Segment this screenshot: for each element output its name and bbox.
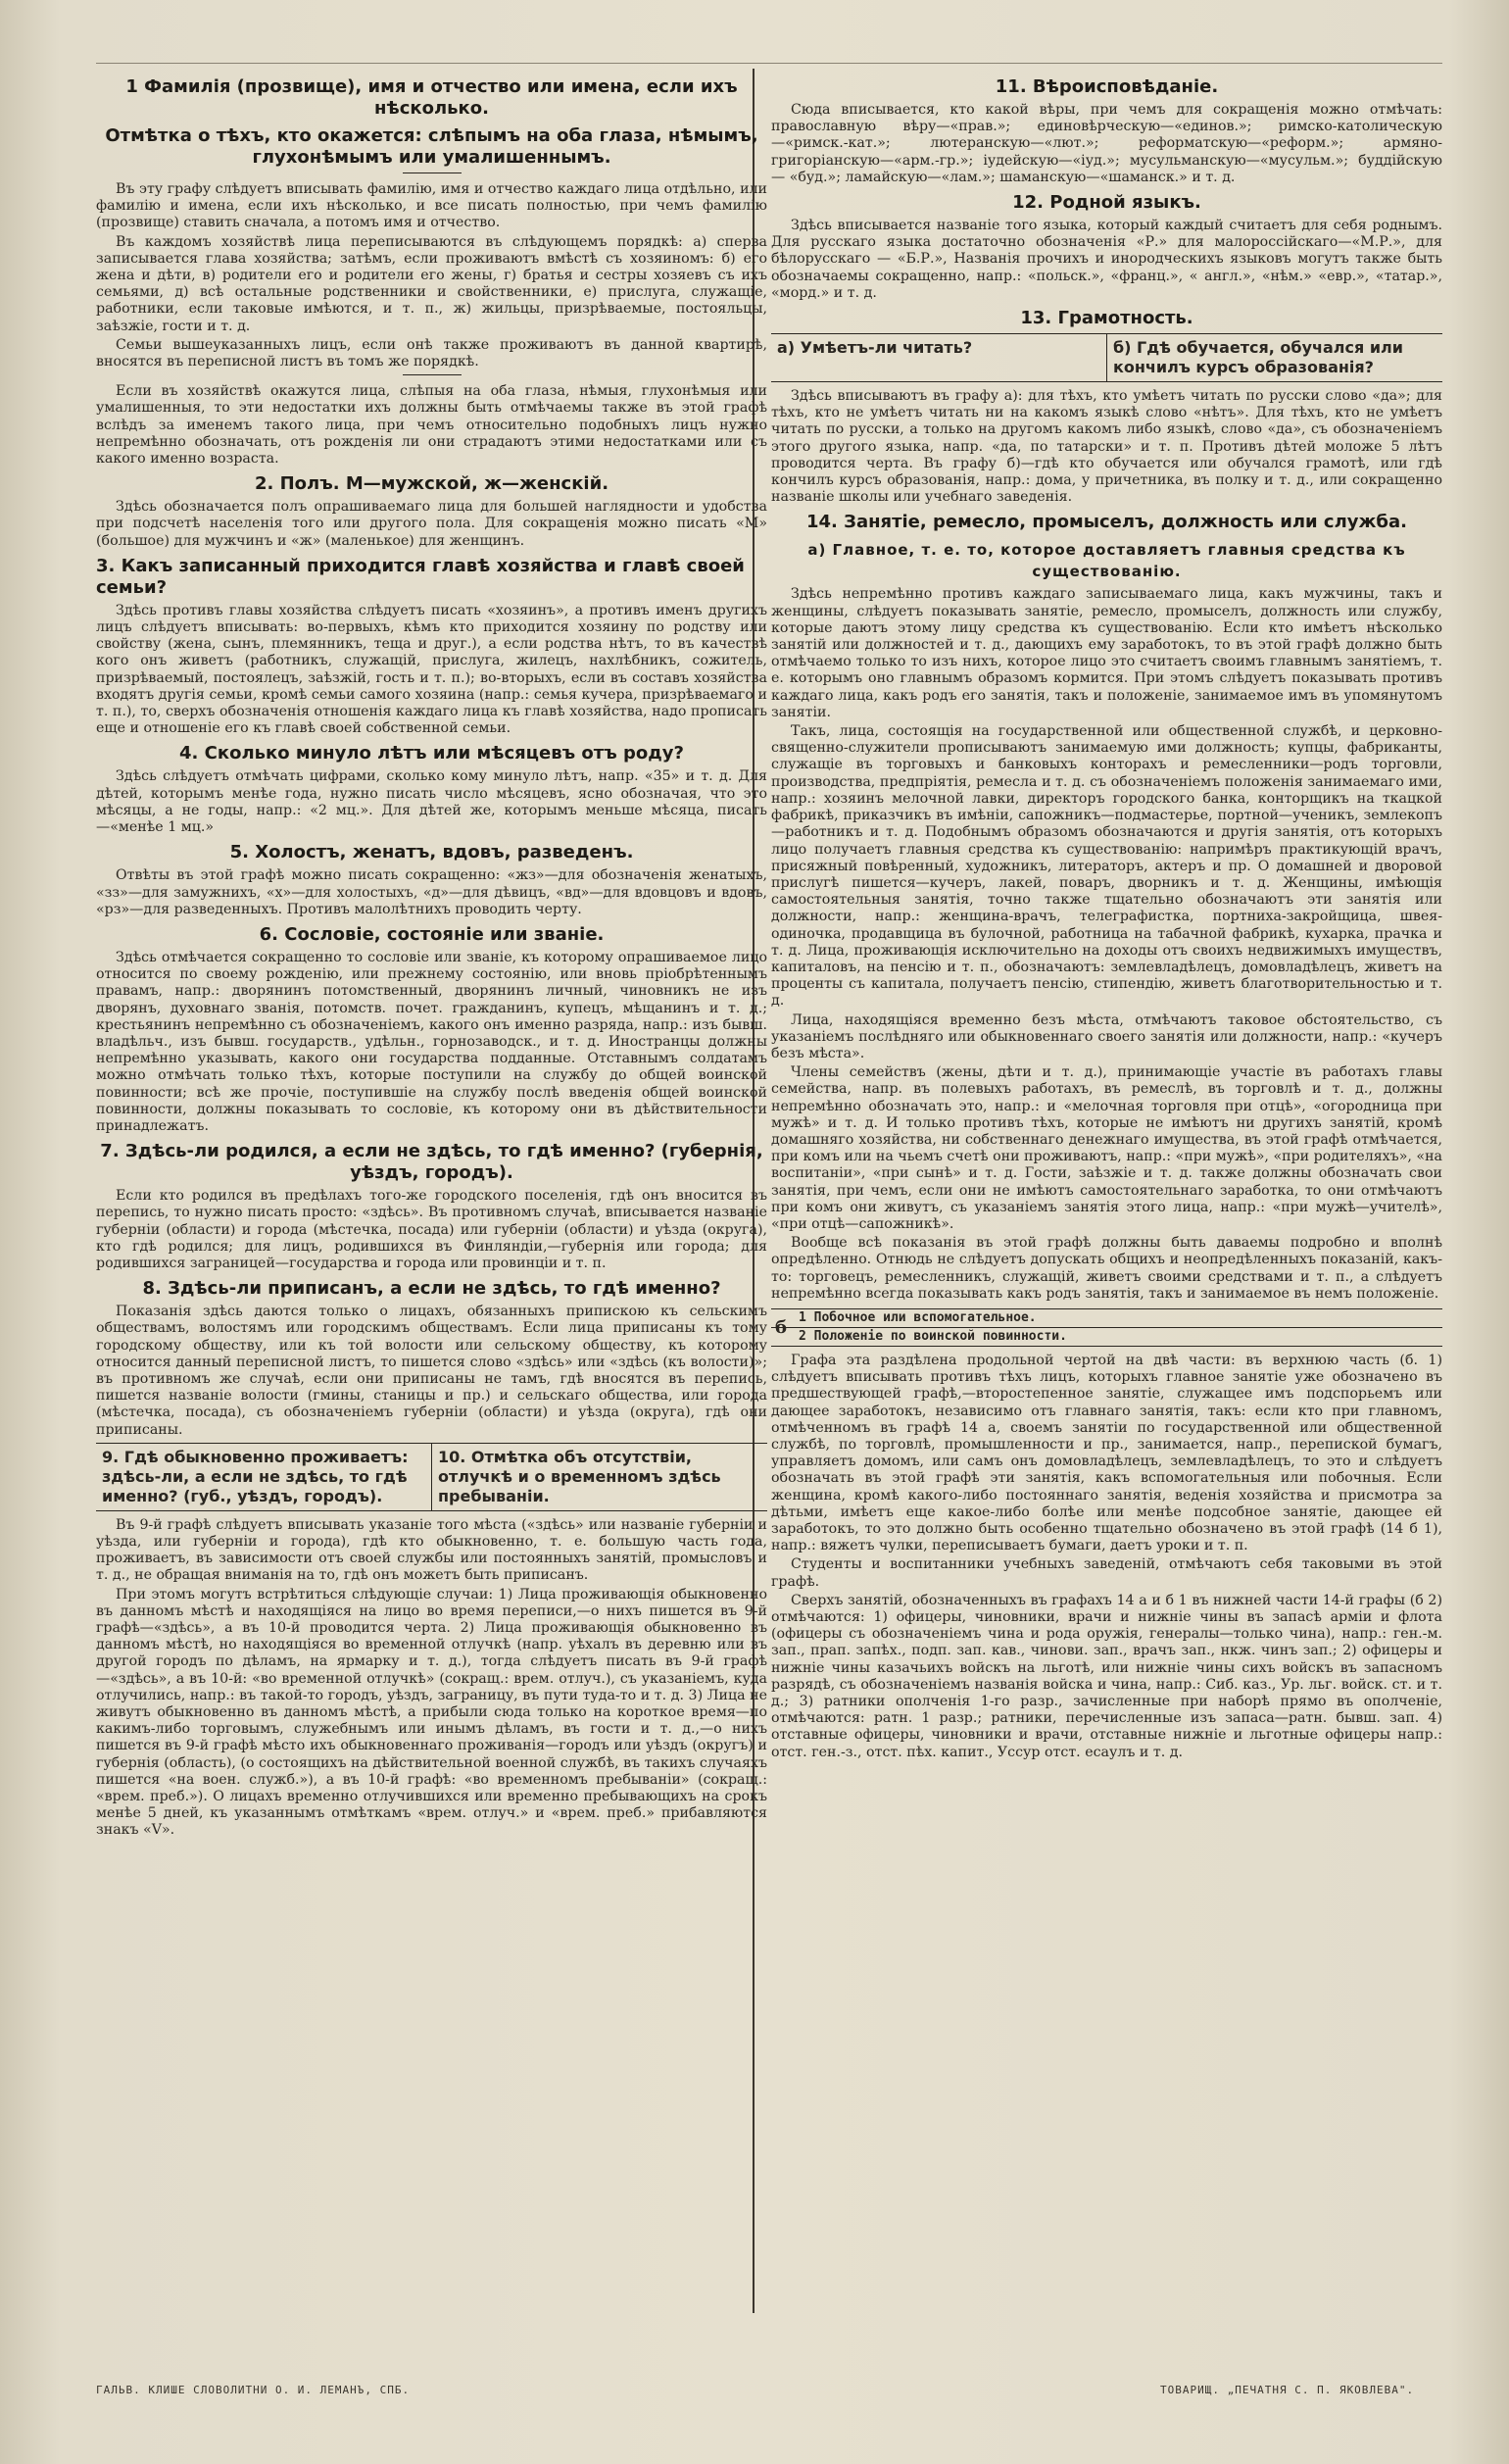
section-3-paragraph: Здѣсь противъ главы хозяйства слѣдуетъ писать «хозяинъ», а противъ именъ другихъ лицъ слѣдуетъ вписывать: во-первыхъ, кѣмъ кто приходится хозяину по родству или свойству (жена, сынъ, племянникъ, теща и друг.), а если родства нѣтъ, то въ качествѣ кого онъ живетъ (работникъ, служащій, прислуга, жилецъ, нахлѣбникъ, сожитель, призрѣваемый, постоялецъ, заѣзжій, гость и т. п.); во-вторыхъ, если въ составъ хозяйства входятъ другія семьи, кромѣ семьи самого хозяина (напр.: семья кучера, призрѣваемаго и т. п.), то, сверхъ обозначенія отношенія каждаго лица къ главѣ хозяйства, надо прописать еще и отношеніе его къ главѣ своей собственной семьи. xyxy=(96,602,767,737)
section-14-paragraph: Сверхъ занятій, обозначенныхъ въ графахъ 14 а и б 1 въ нижней части 14-й графы (б 2) отмѣчаются: 1) офицеры, чиновники, врачи и нижніе чины въ запасѣ арміи и флота (офицеры съ обозначеніемъ чина и рода оружія, генералы—только чина), напр.: ген.-м. зап., прап. запѣх., подп. зап. кав., чинови. зап., врачъ зап., нкж. чинъ зап.; 2) офицеры и нижніе чины казачьихъ войскъ на льготѣ, или нижніе чины сихъ войскъ въ запасномъ разрядѣ, съ обозначеніемъ названія войска и чина, напр.: Сиб. каз., Ур. льг. войск. ст. и т. д.; 3) ратники ополченія 1-го разр., зачисленные при наборѣ прямо въ ополченіе, отмѣчаются: ратн. 1 разр.; ратники, перечисленные изъ запаса—ратн. бывш. зап. 4) отставные офицеры, чиновники и врачи, отставные нижніе и льготные офицеры напр.: отст. ген.-з., отст. пѣх. капит., Уссур отст. есаулъ и т. д. xyxy=(771,1592,1442,1760)
section-8-paragraph: Показанія здѣсь даются только о лицахъ, обязанныхъ припискою къ сельскимъ обществамъ, волостямъ или городскимъ обществамъ. Если лица приписаны къ тому городскому обществу, или къ той волости или сельскому обществу, къ которому относится данный переписной листъ, то пишется слово «здѣсь» или «здѣсь (къ волости)»; въ противномъ же случаѣ, если они приписаны не тамъ, гдѣ вносятся въ перепись, пишется названіе волости (гмины, станицы и пр.) и сельскаго общества, или города (мѣстечка, посада), съ обозначеніемъ губерніи (области) и уѣзда (округа), гдѣ они приписаны. xyxy=(96,1304,767,1438)
section-13a-label: а) Умѣетъ-ли читать? xyxy=(777,338,973,358)
top-rule xyxy=(96,63,1442,64)
right-column xyxy=(771,71,1442,1763)
sections-9-10-header xyxy=(96,1443,767,1511)
section-14-paragraph: Лица, находящіяся временно безъ мѣста, отмѣчаютъ таковое обстоятельство, съ указаніемъ послѣдняго или обыкновеннаго своего занятія или должности, напр.: «кучеръ безъ мѣста». xyxy=(771,1011,1442,1061)
section-14b-letter: б xyxy=(775,1316,788,1338)
section-10-title: 10. Отмѣтка объ отсутствіи, отлучкѣ и о временномъ здѣсь пребываніи. xyxy=(431,1444,767,1510)
section-14-paragraph: Здѣсь непремѣнно противъ каждаго записываемаго лица, какъ мужчины, такъ и женщины, слѣдуетъ показывать занятіе, ремесло, промыселъ, должность или службу, которые даютъ этому лицу средства къ существованію. Если кто имѣетъ нѣсколько занятій или должностей и т. д., дающихъ ему заработокъ, то въ этой графѣ должно быть отмѣчаемо только то изъ нихъ, которое лицо это считаетъ своимъ главнымъ занятіемъ, т. е. которымъ оно главнымъ образомъ кормится. При этомъ слѣдуетъ показывать противъ каждаго лица, какъ родъ его занятія, такъ и положеніе, занимаемое имъ въ упомянутомъ занятіи. xyxy=(771,586,1442,720)
section-13b-label: б) Гдѣ обучается, обучался или кончилъ курсъ образованія? xyxy=(1106,334,1442,381)
section-5-title: 5. Холостъ, женатъ, вдовъ, разведенъ. xyxy=(229,842,634,863)
section-3-title: 3. Какъ записанный приходится главѣ хозяйства и главѣ своей семьи? xyxy=(96,555,745,598)
section-9-paragraph: При этомъ могутъ встрѣтиться слѣдующіе случаи: 1) Лица проживающія обыкновенно въ данномъ мѣстѣ и находящіяся на лицо во время переписи,—о нихъ пишется въ 9-й графѣ—«здѣсь», а въ 10-й проводится черта. 2) Лица проживающія обыкновенно въ данномъ мѣстѣ, но находящіяся во временной отлучкѣ (напр. уѣхалъ въ деревню или въ другой городъ по дѣламъ, на ярмарку и т. д.), тогда слѣдуетъ писать въ 9-й графѣ—«здѣсь», а въ 10-й: «во временной отлучкѣ» (сокращ.: врем. отлуч.), съ указаніемъ, куда отлучились, напр.: въ такой-то городъ, уѣздъ, заграницу, въ пути туда-то и т. д. 3) Лица не живутъ обыкновенно въ данномъ мѣстѣ, а прибыли сюда только на короткое время—по какимъ-либо торговымъ, служебнымъ или инымъ дѣламъ, въ гости и т. д.,—о нихъ пишется въ 9-й графѣ мѣсто ихъ обыкновеннаго проживанія—городъ или уѣздъ (округъ) и губернія (область), (о состоящихъ на дѣйствительной военной службѣ, въ такихъ случаяхъ пишется «на воен. служб.»), а въ 10-й графѣ: «во временномъ пребываніи» (сокращ.: «врем. преб.»). О лицахъ временно отлучившихся или временно пребывающихъ на срокъ менѣе 5 дней, къ указаннымъ отмѣткамъ «врем. отлуч.» и «врем. преб.» прибавляются знакъ «V». xyxy=(96,1586,767,1839)
section-14-paragraph: Студенты и воспитанники учебныхъ заведеній, отмѣчаютъ себя таковыми въ этой графѣ. xyxy=(771,1556,1442,1590)
section-4-paragraph: Здѣсь слѣдуетъ отмѣчать цифрами, сколько кому минуло лѣтъ, напр. «35» и т. д. Для дѣтей, которымъ менѣе года, нужно писать число мѣсяцевъ, ясно обозначая, что это мѣсяцы, а не годы, напр.: «2 мц.». Для дѣтей же, которымъ меньше мѣсяца, писать—«менѣе 1 мц.» xyxy=(96,768,767,836)
section-2-title: 2. Полъ. М—мужской, ж—женскій. xyxy=(254,473,609,495)
section-9-paragraph: Въ 9-й графѣ слѣдуетъ вписывать указаніе того мѣста («здѣсь» или названіе губерніи и уѣзда, или губерніи и города), гдѣ кто обыкновенно, т. е. большую часть года, проживаетъ, въ зависимости отъ своей службы или постоянныхъ занятій, промысловъ и т. д., не обращая вниманія на то, гдѣ онъ можетъ быть приписанъ. xyxy=(96,1516,767,1584)
section-11-title: 11. Вѣроисповѣданіе. xyxy=(995,76,1219,97)
short-rule xyxy=(403,374,462,375)
section-13-title: 13. Грамотность. xyxy=(1020,308,1193,329)
section-9-title: 9. Гдѣ обыкновенно проживаетъ: здѣсь-ли, а если не здѣсь, то гдѣ именно? (губ., уѣздъ, городъ). xyxy=(102,1447,409,1505)
section-1-paragraph: Въ эту графу слѣдуетъ вписывать фамилію, имя и отчество каждаго лица отдѣльно, или фамилію и имена, если ихъ нѣсколько, и все писать полностью, при чемъ фамилію (прозвище) ставить сначала, а потомъ имя и отчество. xyxy=(96,181,767,231)
footer-right-imprint: ТОВАРИЩ. „ПЕЧАТНЯ С. П. ЯКОВЛЕВА". xyxy=(1160,2384,1415,2396)
section-5-paragraph: Отвѣты въ этой графѣ можно писать сокращенно: «жз»—для обозначенія женатыхъ, «зз»—для замужнихъ, «х»—для холостыхъ, «д»—для дѣвицъ, «вд»—для вдовцовъ и вдовъ, «рз»—для разведенныхъ. Противъ малолѣтнихъ проводить черту. xyxy=(96,867,767,917)
section-14b2-title: 2 Положеніе по воинской повинности. xyxy=(771,1328,1442,1347)
section-1-subtitle: Отмѣтка о тѣхъ, кто окажется: слѣпымъ на оба глаза, нѣмымъ, глухонѣмымъ или умалишеннымъ. xyxy=(105,125,758,168)
section-14-paragraph: Вообще всѣ показанія въ этой графѣ должны быть даваемы подробно и вполнѣ опредѣленно. Отнюдь не слѣдуетъ допускать общихъ и неопредѣленныхъ показаній, какъ-то: торговецъ, ремесленникъ, служащій, живетъ своими средствами и т. п., а слѣдуетъ непремѣнно всегда показывать какъ родъ занятія, такъ и занимаемое въ немъ положеніе. xyxy=(771,1235,1442,1302)
section-14-paragraph: Такъ, лица, состоящія на государственной или общественной службѣ, и церковно-священно-служители прописываютъ занимаемую ими должность; купцы, фабриканты, служащіе въ торговыхъ и банковыхъ конторахъ и ремесленники—родъ торговли, производства, предпріятія, ремесла и т. д. съ обозначеніемъ положенія занимаемаго ими, напр.: хозяинъ мелочной лавки, директоръ городского банка, конторщикъ на ткацкой фабрикѣ, приказчикъ въ имѣніи, сапожникъ—подмастерье, портной—ученикъ, землекопъ—работникъ и т. д. Подобнымъ образомъ обозначаются и другія занятія, отъ которыхъ лицо получаетъ главныя средства къ существованію: напримѣръ практикующій врачъ, присяжный повѣренный, художникъ, литераторъ, актеръ и пр. О домашней и дворовой прислугѣ пишется—кучеръ, лакей, поваръ, дворникъ и т. д. Женщины, имѣющія самостоятельныя занятія, точно также тщательно обозначаютъ эти занятія или должности, напр.: женщина-врачъ, телеграфистка, портниха-закройщица, швея-одиночка, продавщица въ булочной, работница на табачной фабрикѣ, кухарка, прачка и т. д. Лица, проживающія исключительно на доходы отъ своихъ недвижимыхъ имуществъ, капиталовъ, на пенсію и т. п., обозначаютъ: землевладѣлецъ, домовладѣлецъ, живетъ на проценты съ капитала, получаетъ пенсію, стипендію, живетъ благотворительностью и т. д. xyxy=(771,723,1442,1010)
section-2-paragraph: Здѣсь обозначается полъ опрашиваемаго лица для большей наглядности и удобства при подсчетѣ населенія того или другого пола. Для сокращенія можно писать «М» (большое) для мужчинъ и «ж» (маленькое) для женщинъ. xyxy=(96,499,767,549)
section-12-title: 12. Родной языкъ. xyxy=(1012,192,1201,214)
section-8-title: 8. Здѣсь-ли приписанъ, а если не здѣсь, то гдѣ именно? xyxy=(142,1278,721,1300)
section-14-subtitle: а) Главное, т. е. то, которое доставляетъ главныя средства къ существованію. xyxy=(807,541,1406,581)
section-14-title: 14. Занятіе, ремесло, промыселъ, должность или служба. xyxy=(806,512,1407,533)
section-4-title: 4. Сколько минуло лѣтъ или мѣсяцевъ отъ роду? xyxy=(179,743,684,764)
section-13-columns xyxy=(771,333,1442,382)
section-1-paragraph: Семьи вышеуказанныхъ лицъ, если онѣ также проживаютъ въ данной квартирѣ, вносятся въ переписной листъ въ томъ же порядкѣ. xyxy=(96,336,767,370)
section-14-paragraph: Члены семействъ (жены, дѣти и т. д.), принимающіе участіе въ работахъ главы семейства, напр. въ полевыхъ работахъ, въ ремеслѣ, въ торговлѣ и т. д., должны непремѣнно обозначать это, напр.: и «мелочная торговля при отцѣ», «огородница при мужѣ» и т. д. И только противъ тѣхъ, которые не имѣютъ ни другихъ занятій, кромѣ домашняго хозяйства, ни собственнаго денежнаго имущества, въ этой графѣ отмѣчается, при комъ или на чьемъ счетѣ они проживаютъ, напр.: «при мужѣ», «при родителяхъ», «на воспитаніи», «при сынѣ» и т. д. Гости, заѣзжіе и т. д. также должны обозначать свои занятія, при чемъ, если они не имѣютъ самостоятельнаго заработка, то они отмѣчаютъ при комъ они живутъ, съ указаніемъ занятія этого лица, напр.: «при мужѣ—учителѣ», «при отцѣ—сапожникѣ». xyxy=(771,1064,1442,1232)
section-1-title: 1 Фамилія (прозвище), имя и отчество или имена, если ихъ нѣсколько. xyxy=(125,76,738,119)
section-1-paragraph: Въ каждомъ хозяйствѣ лица переписываются въ слѣдующемъ порядкѣ: а) сперва записывается глава хозяйства; затѣмъ, если проживаютъ вмѣстѣ съ хозяиномъ: б) его жена и дѣти, в) родители его и родители его жены, г) братья и сестры хозяевъ съ ихъ семьями, д) всѣ остальные родственники и свойственники, е) прислуга, служащіе, работники, если таковые имѣются, и т. п., ж) жильцы, призрѣваемые, постояльцы, заѣзжіе, гости и т. д. xyxy=(96,233,767,334)
section-1-paragraph: Если въ хозяйствѣ окажутся лица, слѣпыя на оба глаза, нѣмыя, глухонѣмыя или умалишенныя, то эти недостатки ихъ должны быть отмѣчаемы также въ этой графѣ вслѣдъ за именемъ такого лица, при чемъ относительно подобныхъ лицъ нужно непремѣнно обозначать, отъ рожденія ли они страдаютъ этими недостатками или съ какого именно возраста. xyxy=(96,383,767,468)
section-12-paragraph: Здѣсь вписывается названіе того языка, который каждый считаетъ для себя роднымъ. Для русскаго языка достаточно обозначенія «Р.» для малороссійскаго—«М.Р.», для бѣлорусскаго — «Б.Р.», Названія прочихъ и инородческихъ языковъ могутъ также быть обозначаемы сокращенно, напр.: «польск.», «франц.», « англ.», «нѣм.» «евр.», «татар.», «морд.» и т. д. xyxy=(771,218,1442,301)
section-6-title: 6. Сословіе, состояніе или званіе. xyxy=(259,923,605,945)
left-column xyxy=(96,71,767,1842)
section-7-paragraph: Если кто родился въ предѣлахъ того-же городского поселенія, гдѣ онъ вносится въ перепись, то нужно писать просто: «здѣсь». Въ противномъ случаѣ, вписывается названіе губерніи (области) и города (мѣстечка, посада) или губерніи (области) и уѣзда (округа), кто гдѣ родился; для лицъ, родившихся въ Финляндіи,—губернія или города; для родившихся заграницей—государства и города или провинціи и т. п. xyxy=(96,1188,767,1271)
section-7-title: 7. Здѣсь-ли родился, а если не здѣсь, то гдѣ именно? (губернія, уѣздъ, городъ). xyxy=(100,1141,763,1184)
footer-left-imprint: ГАЛЬВ. КЛИШЕ СЛОВОЛИТНИ О. И. ЛЕМАНЪ, СПБ. xyxy=(96,2384,411,2396)
section-14b-subheads xyxy=(771,1308,1442,1347)
section-14b1-title: 1 Побочное или вспомогательное. xyxy=(771,1309,1442,1328)
short-rule xyxy=(403,172,462,173)
section-11-paragraph: Сюда вписывается, кто какой вѣры, при чемъ для сокращенія можно отмѣчать: православную вѣру—«прав.»; единовѣрческую—«единов.»; римско-католическую—«римск.-кат.»; лютеранскую—«лют.»; реформатскую—«реформ.»; армяно-григоріанскую—«арм.-гр.»; іудейскую—«іуд.»; мусульманскую—«мусульм.»; буддійскую — «буд.»; ламайскую—«лам.»; шаманскую—«шаманск.» и т. д. xyxy=(771,102,1442,185)
section-6-paragraph: Здѣсь отмѣчается сокращенно то сословіе или званіе, къ которому опрашиваемое лицо относится по своему рожденію, или прежнему состоянію, или вновь пріобрѣтеннымъ правамъ, напр.: дворянинъ потомственный, дворянинъ личный, чиновникъ не изъ дворянъ, духовнаго званія, потомств. почет. гражданинъ, купецъ, мѣщанинъ и т. д.; крестьянинъ непремѣнно съ обозначеніемъ, какого онъ именно разряда, напр.: изъ бывш. владѣльч., изъ бывш. государств., удѣльн., горнозаводск., и т. д. Иностранцы должны непремѣнно указывать, какого они государства подданные. Отставнымъ солдатамъ можно отмѣчать только тѣхъ, которые поступили на службу до общей воинской повинности; всѣ же прочіе, поступившіе на службу послѣ введенія общей воинской повинности, должны показывать то сословіе, къ которому они въ дѣйствительности принадлежатъ. xyxy=(96,949,767,1134)
section-14-paragraph: Графа эта раздѣлена продольной чертой на двѣ части: въ верхнюю часть (б. 1) слѣдуетъ вписывать противъ тѣхъ лицъ, которыхъ главное занятіе уже обозначено въ предшествующей графѣ,—второстепенное занятіе, служащее имъ подспорьемъ или дающее заработокъ, независимо отъ главнаго занятія, такъ: если кто при главномъ, отмѣченномъ въ графѣ 14 а, своемъ занятіи по государственной или общественной службѣ, по торговлѣ, промышленности и пр., занимается, напр., перепиской бумагъ, управляетъ домомъ, или самъ онъ домовладѣлецъ, землевладѣлецъ, то это и слѣдуетъ обозначать въ этой графѣ эти занятія, какъ вспомогательныя или побочныя. Если женщина, кромѣ какого-либо постояннаго занятія, веденія хозяйства и присмотра за дѣтьми, имѣетъ еще какое-либо болѣе или менѣе подсобное занятіе, дающее ей заработокъ, то это должно быть особенно тщательно обозначено въ этой графѣ (14 б 1), напр.: вяжетъ чулки, переписываетъ бумаги, даетъ уроки и т. п. xyxy=(771,1352,1442,1554)
section-13-paragraph: Здѣсь вписываютъ въ графу а): для тѣхъ, кто умѣетъ читать по русски слово «да»; для тѣхъ, кто не умѣетъ читать ни на какомъ языкѣ слово «нѣтъ». Для тѣхъ, кто не умѣетъ читать по русски, а только на другомъ какомъ либо языкѣ, слово «да», съ обозначеніемъ этого другого языка, напр. «да, по татарски» и т. п. Противъ дѣтей моложе 5 лѣтъ проводится черта. Въ графу б)—гдѣ кто обучается или обучался грамотѣ, или гдѣ кончилъ курсъ образованія, напр.: дома, у причетника, въ полку и т. д., или сокращенно названіе школы или учебнаго заведенія. xyxy=(771,388,1442,506)
